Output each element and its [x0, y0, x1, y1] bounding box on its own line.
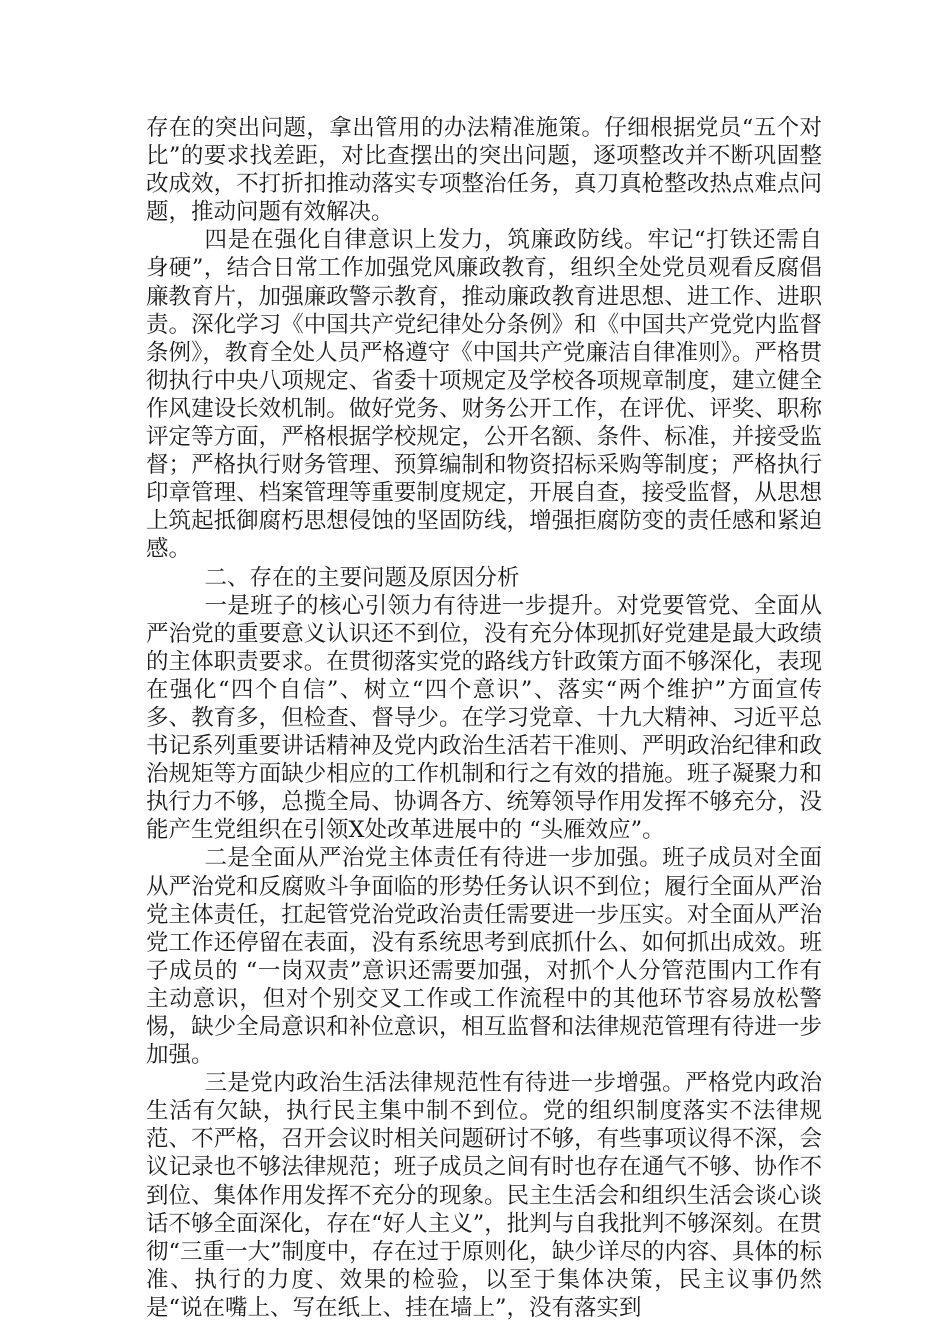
- document-page: [146, 114, 822, 1322]
- section-heading: 二、存在的主要问题及原因分析: [204, 564, 520, 591]
- paragraph-responsibility: 二是全面从严治党主体责任有待进一步加强。班子成员对全面从严治党和反腐败斗争面临的形势任务认识不到位；履行全面从严治党主体责任，扛起管党治党政治责任需要进一步压实。对全面从严治党工作还停留在表面，没有系统思考到底抓什么、如何抓出成效。班子成员的 “一岗双责”意识还需要加强，对抓个人分管范围内工作有主动意识，但对个别交叉工作或工作流程中的其他环节容易放松警惕，缺少全局意识和补位意识，相互监督和法律规范管理有待进一步加强。: [146, 845, 822, 1069]
- paragraph-leadership: 一是班子的核心引领力有待进一步提升。对党要管党、全面从严治党的重要意义认识还不到位，没有充分体现抓好党建是最大政绩的主体职责要求。在贯彻落实党的路线方针政策方面不够深化，表现在强化“四个自信”、树立“四个意识”、落实“两个维护”方面宣传多、教育多，但检查、督导少。在学习党章、十九大精神、习近平总书记系列重要讲话精神及党内政治生活若干准则、严明政治纪律和政治规矩等方面缺少相应的工作机制和行之有效的措施。班子凝聚力和执行力不够，总揽全局、协调各方、统筹领导作用发挥不够充分，没能产生党组织在引领X处改革进展中的 “头雁效应”。: [146, 592, 822, 844]
- paragraph-political-life: 三是党内政治生活法律规范性有待进一步增强。严格党内政治生活有欠缺，执行民主集中制不到位。党的组织制度落实不法律规范、不严格，召开会议时相关问题研讨不够，有些事项议得不深，会议记录也不够法律规范；班子成员之间有时也存在通气不够、协作不到位、集体作用发挥不充分的现象。民主生活会和组织生活会谈心谈话不够全面深化，存在“好人主义”，批判与自我批判不够深刻。在贯彻“三重一大”制度中，存在过于原则化，缺少详尽的内容、具体的标准、执行的力度、效果的检验，以至于集体决策，民主议事仍然是“说在嘴上、写在纸上、挂在墙上”，没有落实到: [146, 1070, 822, 1321]
- paragraph-continuation: 存在的突出问题，拿出管用的办法精准施策。仔细根据党员“五个对比”的要求找差距，对比查摆出的突出问题，逐项整改并不断巩固整改成效，不打折扣推动落实专项整治任务，真刀真枪整改热点难点问题，推动问题有效解决。: [146, 115, 822, 226]
- paragraph-self-discipline: 四是在强化自律意识上发力，筑廉政防线。牢记“打铁还需自身硬”，结合日常工作加强党风廉政教育，组织全处党员观看反腐倡廉教育片，加强廉政警示教育，推动廉政教育进思想、进工作、进职责。深化学习《中国共产党纪律处分条例》和《中国共产党党内监督条例》，教育全处人员严格遵守《中国共产党廉洁自律准则》。严格贯彻执行中央八项规定、省委十项规定及学校各项规章制度，建立健全作风建设长效机制。做好党务、财务公开工作，在评优、评奖、职称评定等方面，严格根据学校规定，公开名额、条件、标准，并接受监督；严格执行财务管理、预算编制和物资招标采购等制度；严格执行印章管理、档案管理等重要制度规定，开展自查，接受监督，从思想上筑起抵御腐朽思想侵蚀的坚固防线，增强拒腐防变的责任感和紧迫感。: [146, 227, 822, 563]
